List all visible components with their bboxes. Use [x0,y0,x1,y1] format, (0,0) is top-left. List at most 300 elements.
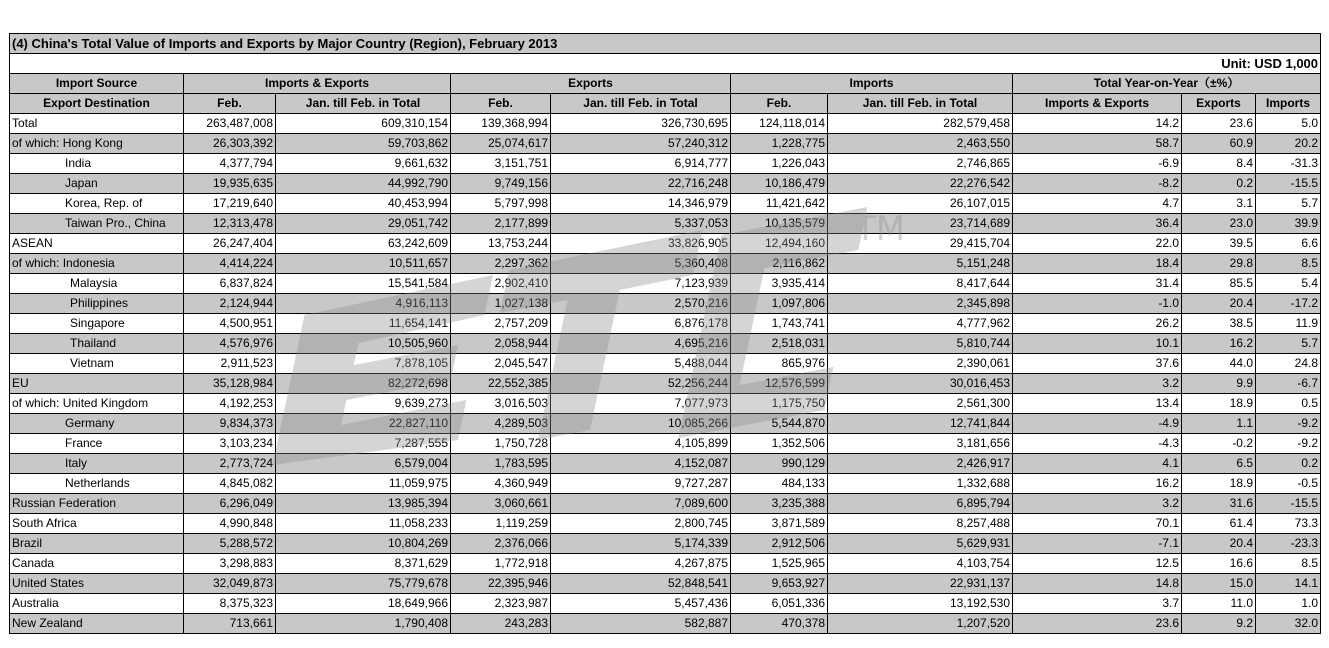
header-sub: Imports & Exports [1013,94,1182,114]
cell-value: 13.4 [1013,394,1182,414]
cell-value: 8.4 [1182,154,1256,174]
row-label: Thailand [10,334,184,354]
cell-value: 23.0 [1182,214,1256,234]
cell-value: 1,175,750 [731,394,828,414]
cell-value: 25,074,617 [451,134,551,154]
cell-value: 5.7 [1256,334,1321,354]
cell-value: 609,310,154 [276,114,451,134]
cell-value: 1,525,965 [731,554,828,574]
cell-value: -4.9 [1013,414,1182,434]
cell-value: 2,757,209 [451,314,551,334]
cell-value: 2,773,724 [184,454,276,474]
cell-value: 7,077,973 [551,394,731,414]
cell-value: 1,119,259 [451,514,551,534]
table-row [10,154,1321,174]
cell-value: 36.4 [1013,214,1182,234]
row-label: Germany [10,414,184,434]
cell-value: 1,207,520 [828,614,1013,634]
cell-value: 14.8 [1013,574,1182,594]
cell-value: 11.9 [1256,314,1321,334]
cell-value: 5,488,044 [551,354,731,374]
row-label: Netherlands [10,474,184,494]
header-sub: Imports [1256,94,1321,114]
cell-value: 23.6 [1013,614,1182,634]
cell-value: 10.1 [1013,334,1182,354]
cell-value: 38.5 [1182,314,1256,334]
cell-value: 2,376,066 [451,534,551,554]
cell-value: 124,118,014 [731,114,828,134]
cell-value: 5.7 [1256,194,1321,214]
table-row [10,434,1321,454]
cell-value: 4,105,899 [551,434,731,454]
table-row [10,254,1321,274]
cell-value: 4,192,253 [184,394,276,414]
cell-value: 4,500,951 [184,314,276,334]
header-sub: Feb. [451,94,551,114]
cell-value: 13,753,244 [451,234,551,254]
cell-value: 20.2 [1256,134,1321,154]
cell-value: 1,750,728 [451,434,551,454]
cell-value: 2,323,987 [451,594,551,614]
cell-value: 31.4 [1013,274,1182,294]
cell-value: 15,541,584 [276,274,451,294]
cell-value: 1,772,918 [451,554,551,574]
cell-value: 7,878,105 [276,354,451,374]
cell-value: 70.1 [1013,514,1182,534]
cell-value: 13,985,394 [276,494,451,514]
cell-value: 5,337,053 [551,214,731,234]
cell-value: 14.2 [1013,114,1182,134]
cell-value: 57,240,312 [551,134,731,154]
cell-value: 4,576,976 [184,334,276,354]
cell-value: 9,661,632 [276,154,451,174]
cell-value: -31.3 [1256,154,1321,174]
cell-value: 9,639,273 [276,394,451,414]
cell-value: 20.4 [1182,294,1256,314]
cell-value: 18,649,966 [276,594,451,614]
table-row [10,234,1321,254]
cell-value: 24.8 [1256,354,1321,374]
table-row [10,354,1321,374]
cell-value: 5,629,931 [828,534,1013,554]
cell-value: 18.9 [1182,474,1256,494]
cell-value: 31.6 [1182,494,1256,514]
cell-value: -0.5 [1256,474,1321,494]
cell-value: 6,296,049 [184,494,276,514]
cell-value: 2,045,547 [451,354,551,374]
cell-value: 20.4 [1182,534,1256,554]
cell-value: 12,741,844 [828,414,1013,434]
row-label: ASEAN [10,234,184,254]
cell-value: -0.2 [1182,434,1256,454]
cell-value: -15.5 [1256,494,1321,514]
row-label: Malaysia [10,274,184,294]
cell-value: 29.8 [1182,254,1256,274]
cell-value: 29,415,704 [828,234,1013,254]
table-row [10,274,1321,294]
cell-value: 3,181,656 [828,434,1013,454]
cell-value: 713,661 [184,614,276,634]
header-group-imports: Imports [731,74,1013,94]
cell-value: 10,804,269 [276,534,451,554]
cell-value: 18.9 [1182,394,1256,414]
cell-value: 37.6 [1013,354,1182,374]
cell-value: 32.0 [1256,614,1321,634]
table-row [10,134,1321,154]
cell-value: 990,129 [731,454,828,474]
header-group-yoy: Total Year-on-Year（±%） [1013,74,1321,94]
cell-value: 5.4 [1256,274,1321,294]
cell-value: 0.2 [1182,174,1256,194]
cell-value: 2,177,899 [451,214,551,234]
cell-value: 14,346,979 [551,194,731,214]
cell-value: 8,375,323 [184,594,276,614]
table-row [10,214,1321,234]
cell-value: 3,235,388 [731,494,828,514]
cell-value: 30,016,453 [828,374,1013,394]
cell-value: 52,256,244 [551,374,731,394]
header-export-destination: Export Destination [10,94,184,114]
cell-value: 6,914,777 [551,154,731,174]
cell-value: 4,360,949 [451,474,551,494]
table-row [10,454,1321,474]
table-row [10,174,1321,194]
cell-value: 4.1 [1013,454,1182,474]
row-label: Brazil [10,534,184,554]
cell-value: 484,133 [731,474,828,494]
cell-value: 5,797,998 [451,194,551,214]
cell-value: 11,421,642 [731,194,828,214]
header-sub: Jan. till Feb. in Total [828,94,1013,114]
unit-label: Unit: USD 1,000 [10,54,1321,74]
cell-value: 1,743,741 [731,314,828,334]
cell-value: 1,783,595 [451,454,551,474]
cell-value: 2,518,031 [731,334,828,354]
row-label: EU [10,374,184,394]
cell-value: 19,935,635 [184,174,276,194]
table-row [10,314,1321,334]
header-sub: Feb. [184,94,276,114]
cell-value: 4,267,875 [551,554,731,574]
table-row [10,394,1321,414]
header-sub: Jan. till Feb. in Total [276,94,451,114]
cell-value: 1,226,043 [731,154,828,174]
header-sub: Feb. [731,94,828,114]
cell-value: 8.5 [1256,554,1321,574]
cell-value: 3,103,234 [184,434,276,454]
cell-value: 9,653,927 [731,574,828,594]
row-label: Taiwan Pro., China [10,214,184,234]
cell-value: 22,716,248 [551,174,731,194]
cell-value: 3,016,503 [451,394,551,414]
header-group-imports-exports: Imports & Exports [184,74,451,94]
row-label: Vietnam [10,354,184,374]
cell-value: 6,876,178 [551,314,731,334]
cell-value: 1,332,688 [828,474,1013,494]
cell-value: 59,703,862 [276,134,451,154]
cell-value: 3.1 [1182,194,1256,214]
row-label: Australia [10,594,184,614]
cell-value: 22,931,137 [828,574,1013,594]
cell-value: 2,570,216 [551,294,731,314]
cell-value: 13,192,530 [828,594,1013,614]
cell-value: -8.2 [1013,174,1182,194]
cell-value: 4,777,962 [828,314,1013,334]
cell-value: 1,790,408 [276,614,451,634]
cell-value: 61.4 [1182,514,1256,534]
row-label: of which: United Kingdom [10,394,184,414]
row-label: New Zealand [10,614,184,634]
spreadsheet [9,33,1320,634]
cell-value: 5,288,572 [184,534,276,554]
row-label: France [10,434,184,454]
cell-value: 5.0 [1256,114,1321,134]
cell-value: 2,912,506 [731,534,828,554]
cell-value: 4,103,754 [828,554,1013,574]
cell-value: 4,414,224 [184,254,276,274]
cell-value: 26,247,404 [184,234,276,254]
cell-value: 39.5 [1182,234,1256,254]
row-label: of which: Indonesia [10,254,184,274]
watermark-tm: TM [855,209,906,249]
table-row [10,614,1321,634]
cell-value: 582,887 [551,614,731,634]
cell-value: 2,902,410 [451,274,551,294]
cell-value: 3.2 [1013,494,1182,514]
cell-value: 2,426,917 [828,454,1013,474]
cell-value: 8,371,629 [276,554,451,574]
cell-value: 1,097,806 [731,294,828,314]
table-row [10,334,1321,354]
cell-value: 75,779,678 [276,574,451,594]
cell-value: 2,561,300 [828,394,1013,414]
cell-value: 5,151,248 [828,254,1013,274]
row-label: Korea, Rep. of [10,194,184,214]
cell-value: 4,845,082 [184,474,276,494]
cell-value: 10,186,479 [731,174,828,194]
table-row [10,294,1321,314]
cell-value: 2,116,862 [731,254,828,274]
header-sub: Jan. till Feb. in Total [551,94,731,114]
cell-value: -17.2 [1256,294,1321,314]
cell-value: 2,800,745 [551,514,731,534]
cell-value: 3,060,661 [451,494,551,514]
row-label: of which: Hong Kong [10,134,184,154]
cell-value: 3,871,589 [731,514,828,534]
cell-value: 52,848,541 [551,574,731,594]
cell-value: 22,395,946 [451,574,551,594]
cell-value: 4,152,087 [551,454,731,474]
cell-value: -9.2 [1256,434,1321,454]
cell-value: 8.5 [1256,254,1321,274]
cell-value: 4,695,216 [551,334,731,354]
cell-value: 4,916,113 [276,294,451,314]
cell-value: -9.2 [1256,414,1321,434]
cell-value: 6.6 [1256,234,1321,254]
cell-value: 470,378 [731,614,828,634]
cell-value: 32,049,873 [184,574,276,594]
cell-value: 40,453,994 [276,194,451,214]
cell-value: 7,089,600 [551,494,731,514]
cell-value: 3,935,414 [731,274,828,294]
cell-value: 7,287,555 [276,434,451,454]
cell-value: 139,368,994 [451,114,551,134]
row-label: Italy [10,454,184,474]
cell-value: 26.2 [1013,314,1182,334]
cell-value: 26,303,392 [184,134,276,154]
cell-value: 6,051,336 [731,594,828,614]
cell-value: 1,352,506 [731,434,828,454]
cell-value: 10,135,579 [731,214,828,234]
cell-value: -6.7 [1256,374,1321,394]
trade-table [9,33,1321,634]
row-label: Japan [10,174,184,194]
cell-value: 6,837,824 [184,274,276,294]
row-label: Canada [10,554,184,574]
cell-value: 23.6 [1182,114,1256,134]
cell-value: 16.2 [1013,474,1182,494]
cell-value: 1.0 [1256,594,1321,614]
cell-value: 5,457,436 [551,594,731,614]
table-row [10,494,1321,514]
cell-value: 33,826,905 [551,234,731,254]
cell-value: 4,289,503 [451,414,551,434]
cell-value: -7.1 [1013,534,1182,554]
cell-value: 39.9 [1256,214,1321,234]
cell-value: 1,027,138 [451,294,551,314]
table-row [10,114,1321,134]
cell-value: 3,298,883 [184,554,276,574]
cell-value: 11.0 [1182,594,1256,614]
cell-value: 26,107,015 [828,194,1013,214]
cell-value: 9,727,287 [551,474,731,494]
cell-value: 11,058,233 [276,514,451,534]
cell-value: 82,272,698 [276,374,451,394]
table-row [10,414,1321,434]
cell-value: 12.5 [1013,554,1182,574]
cell-value: 10,085,266 [551,414,731,434]
cell-value: 282,579,458 [828,114,1013,134]
cell-value: 22,276,542 [828,174,1013,194]
cell-value: 10,511,657 [276,254,451,274]
table-row [10,194,1321,214]
table-row [10,594,1321,614]
row-label: India [10,154,184,174]
row-label: South Africa [10,514,184,534]
cell-value: 11,654,141 [276,314,451,334]
cell-value: 5,360,408 [551,254,731,274]
cell-value: -15.5 [1256,174,1321,194]
cell-value: 2,463,550 [828,134,1013,154]
cell-value: 14.1 [1256,574,1321,594]
table-title: (4) China's Total Value of Imports and Exports by Major Country (Region), February 2013 [10,34,1321,54]
cell-value: 3,151,751 [451,154,551,174]
header-sub: Exports [1182,94,1256,114]
cell-value: 2,058,944 [451,334,551,354]
table-row [10,534,1321,554]
cell-value: 2,390,061 [828,354,1013,374]
cell-value: 18.4 [1013,254,1182,274]
cell-value: 243,283 [451,614,551,634]
cell-value: 85.5 [1182,274,1256,294]
cell-value: 9.2 [1182,614,1256,634]
cell-value: 2,297,362 [451,254,551,274]
cell-value: 263,487,008 [184,114,276,134]
cell-value: 11,059,975 [276,474,451,494]
cell-value: -23.3 [1256,534,1321,554]
cell-value: 326,730,695 [551,114,731,134]
row-label: Singapore [10,314,184,334]
cell-value: 6,579,004 [276,454,451,474]
cell-value: 9,834,373 [184,414,276,434]
cell-value: 8,257,488 [828,514,1013,534]
cell-value: -1.0 [1013,294,1182,314]
cell-value: 35,128,984 [184,374,276,394]
row-label: Russian Federation [10,494,184,514]
cell-value: 2,746,865 [828,154,1013,174]
row-label: United States [10,574,184,594]
cell-value: -6.9 [1013,154,1182,174]
header-import-source: Import Source [10,74,184,94]
cell-value: 29,051,742 [276,214,451,234]
table-row [10,514,1321,534]
header-group-exports: Exports [451,74,731,94]
table-row [10,474,1321,494]
cell-value: 0.5 [1256,394,1321,414]
cell-value: 16.6 [1182,554,1256,574]
table-row [10,554,1321,574]
row-label: Philippines [10,294,184,314]
cell-value: -4.3 [1013,434,1182,454]
cell-value: 58.7 [1013,134,1182,154]
cell-value: 5,810,744 [828,334,1013,354]
row-label: Total [10,114,184,134]
cell-value: 63,242,609 [276,234,451,254]
cell-value: 9.9 [1182,374,1256,394]
cell-value: 4.7 [1013,194,1182,214]
cell-value: 15.0 [1182,574,1256,594]
cell-value: 8,417,644 [828,274,1013,294]
cell-value: 73.3 [1256,514,1321,534]
cell-value: 17,219,640 [184,194,276,214]
cell-value: 60.9 [1182,134,1256,154]
cell-value: 12,576,599 [731,374,828,394]
cell-value: 22,552,385 [451,374,551,394]
cell-value: 1.1 [1182,414,1256,434]
cell-value: 4,990,848 [184,514,276,534]
cell-value: 44,992,790 [276,174,451,194]
cell-value: 10,505,960 [276,334,451,354]
cell-value: 2,345,898 [828,294,1013,314]
table-row [10,374,1321,394]
cell-value: 44.0 [1182,354,1256,374]
cell-value: 5,174,339 [551,534,731,554]
cell-value: 7,123,939 [551,274,731,294]
cell-value: 16.2 [1182,334,1256,354]
cell-value: 23,714,689 [828,214,1013,234]
cell-value: 0.2 [1256,454,1321,474]
table-row [10,574,1321,594]
cell-value: 4,377,794 [184,154,276,174]
cell-value: 9,749,156 [451,174,551,194]
cell-value: 12,313,478 [184,214,276,234]
cell-value: 3.2 [1013,374,1182,394]
cell-value: 22,827,110 [276,414,451,434]
cell-value: 22.0 [1013,234,1182,254]
cell-value: 6.5 [1182,454,1256,474]
cell-value: 865,976 [731,354,828,374]
cell-value: 2,124,944 [184,294,276,314]
